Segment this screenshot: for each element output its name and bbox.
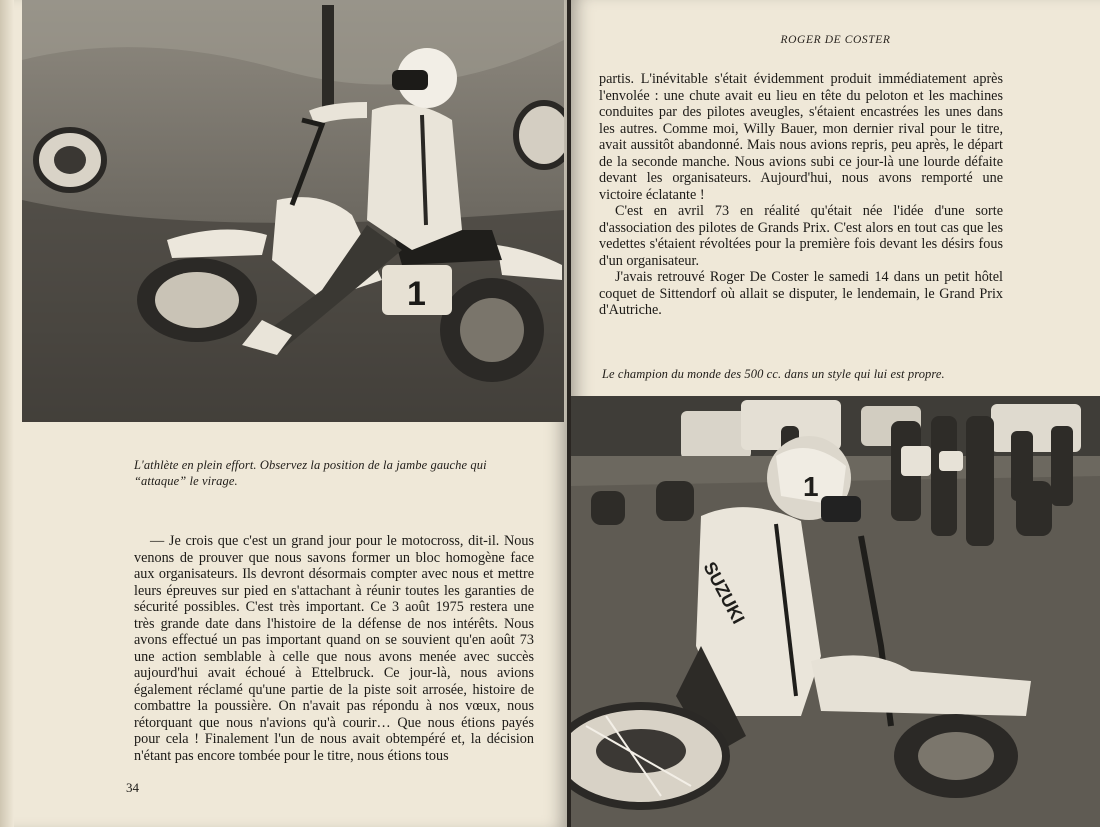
cornering-photo-illustration <box>571 396 1100 827</box>
page-edge <box>0 0 14 827</box>
helmet-number: 1 <box>803 471 819 502</box>
left-body-text <box>134 533 534 764</box>
right-body-text <box>599 71 1003 319</box>
plate-number: 1 <box>407 275 426 313</box>
running-head: ROGER DE COSTER <box>780 34 891 46</box>
paragraph: J'avais retrouvé Roger De Coster le samedi 14 dans un petit hôtel coquet de Sittendorf où allait se disputer, le lendemain, le Grand Prix d'Autriche. <box>599 269 1003 318</box>
motocross-cornering-photo <box>571 396 1100 827</box>
paragraph: partis. L'inévitable s'était évidemment produit immédiatement après l'envolée : une chute avait eu lieu en tête du peloton et les machines conduites par des pilotes aveugles, s'étaient encastrées les unes dans les autres. Comme moi, Willy Bauer, mon dernier rival pour le titre, avait aussitôt abandonné. Mais nous avions repris, peu après, le départ de la seconde manche. Nous avions subi ce jour-là une lourde défaite devant les organisateurs. Aujourd'hui, nous avons remporté une victoire éclatante ! <box>599 71 1003 203</box>
motocross-rider-photo <box>22 0 564 422</box>
rider-photo-illustration <box>22 0 564 422</box>
page-number: 34 <box>126 780 139 795</box>
paragraph: C'est en avril 73 en réalité qu'était née l'idée d'une sorte d'association des pilotes de Grands Prix. C'est alors en tout cas que les vedettes s'étaient révoltées pour la première fois devant les désirs fous d'un organisateur. <box>599 203 1003 269</box>
jersey-text: SUZUKI <box>699 558 749 628</box>
right-page <box>571 0 1100 827</box>
right-photo-caption: Le champion du monde des 500 cc. dans un style qui lui est propre. <box>602 367 945 381</box>
left-photo-caption: L'athlète en plein effort. Observez la position de la jambe gauche qui “attaque” le virage. <box>134 458 487 488</box>
paragraph: — Je crois que c'est un grand jour pour le motocross, dit-il. Nous venons de prouver que nous savons former un bloc homogène face aux organisateurs. Ils devront désormais compter avec nous et mettre leurs épreuves sur pied en s'attachant à réunir toutes les garanties de sécurité possibles. C'est très important. Ce 3 août 1975 restera une très grande date dans l'histoire de la défense de nos intérêts. Nous avons effectué un pas important quand on se souvient qu'en août 73 une action semblable à celle que nous avons menée avec succès aujourd'hui avait échoué à Ettelbruck. Ce jour-là, nous avions également réclamé qu'une partie de la piste soit arrosée, histoire de combattre la poussière. On n'avait pas répondu à nos vœux, nous rétorquant que nous n'avions qu'à courir… Que nous étions payés pour cela ! Finalement l'un de nous avait obtempéré et, la décision n'étant pas encore tombée pour le titre, nous étions tous <box>134 533 534 764</box>
